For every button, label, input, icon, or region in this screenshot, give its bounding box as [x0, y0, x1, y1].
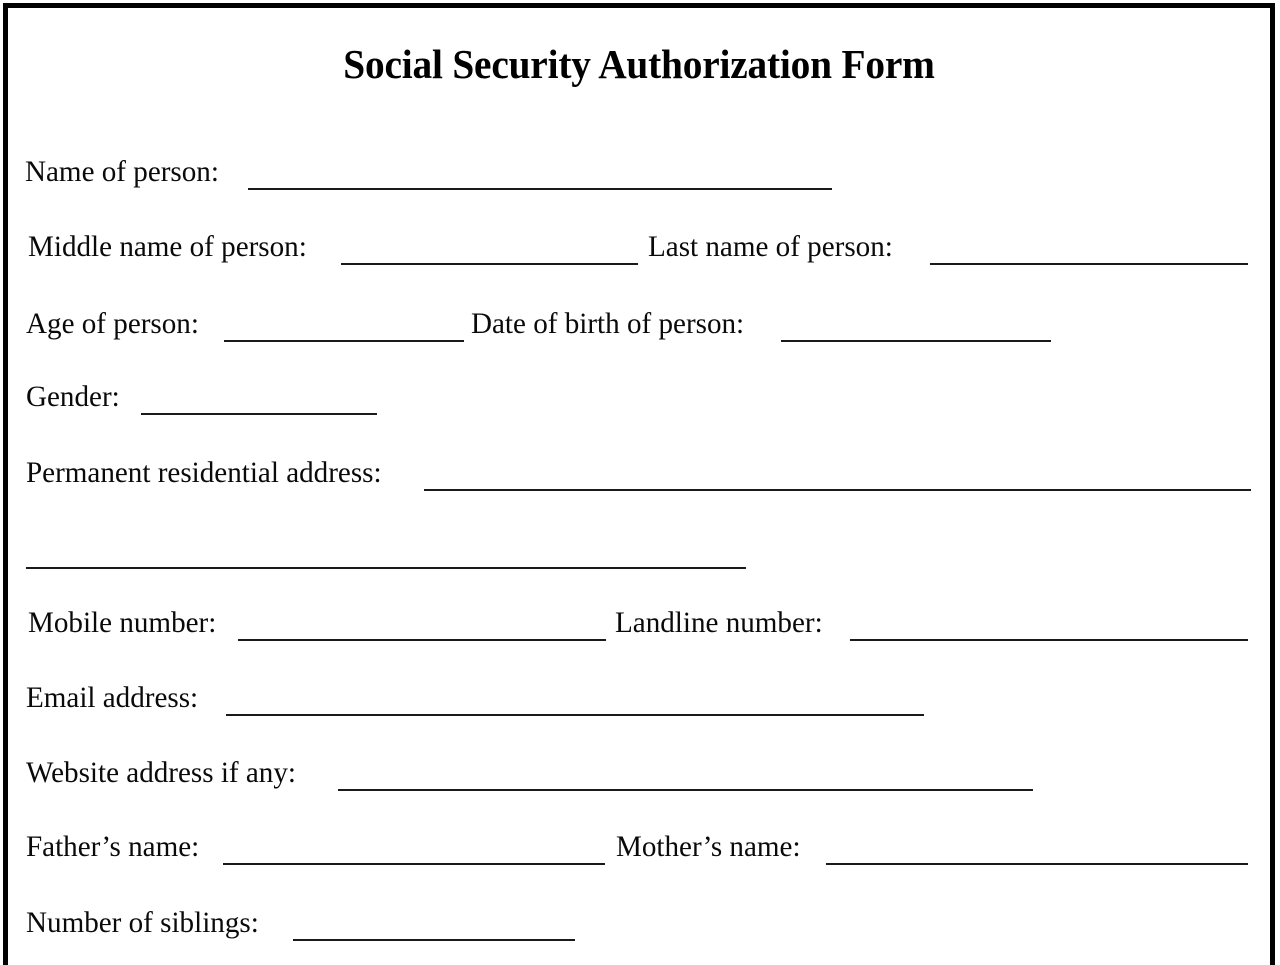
field-row-parents-names	[8, 829, 1270, 869]
input-permanent-residential-address[interactable]	[424, 489, 1251, 491]
input-mothers-name[interactable]	[826, 863, 1248, 865]
label-fathers-name: Father’s name:	[26, 830, 200, 863]
input-age-of-person[interactable]	[224, 340, 464, 342]
label-last-name-of-person: Last name of person:	[648, 230, 893, 263]
field-row-middle-and-last-name	[8, 229, 1270, 269]
label-date-of-birth-of-person: Date of birth of person:	[471, 307, 745, 340]
label-email-address: Email address:	[26, 681, 199, 714]
input-permanent-residential-address-line2[interactable]	[26, 567, 746, 569]
field-row-email-address	[8, 680, 1270, 720]
field-row-number-of-siblings	[8, 905, 1270, 945]
field-row-mobile-and-landline	[8, 605, 1270, 645]
field-row-permanent-residential-address-line2	[8, 533, 1270, 573]
form-border-frame	[3, 3, 1275, 965]
label-number-of-siblings: Number of siblings:	[26, 906, 259, 939]
input-date-of-birth-of-person[interactable]	[781, 340, 1051, 342]
field-row-name-of-person	[8, 154, 1270, 194]
input-fathers-name[interactable]	[223, 863, 605, 865]
label-gender: Gender:	[26, 380, 120, 413]
label-website-address: Website address if any:	[26, 756, 296, 789]
label-landline-number: Landline number:	[615, 606, 823, 639]
field-row-gender	[8, 379, 1270, 419]
input-website-address[interactable]	[338, 789, 1033, 791]
input-mobile-number[interactable]	[238, 639, 606, 641]
field-row-website-address	[8, 755, 1270, 795]
input-gender[interactable]	[141, 413, 377, 415]
input-number-of-siblings[interactable]	[293, 939, 575, 941]
input-middle-name-of-person[interactable]	[341, 263, 638, 265]
form-body	[8, 8, 1270, 965]
page-title: Social Security Authorization Form	[343, 41, 935, 87]
label-mothers-name: Mother’s name:	[616, 830, 801, 863]
label-age-of-person: Age of person:	[26, 307, 199, 340]
field-row-permanent-residential-address	[8, 455, 1270, 495]
label-middle-name-of-person: Middle name of person:	[28, 230, 307, 263]
label-mobile-number: Mobile number:	[28, 606, 217, 639]
input-name-of-person[interactable]	[248, 188, 832, 190]
field-row-age-and-dob	[8, 306, 1270, 346]
label-permanent-residential-address: Permanent residential address:	[26, 456, 382, 489]
input-last-name-of-person[interactable]	[930, 263, 1248, 265]
input-landline-number[interactable]	[850, 639, 1248, 641]
input-email-address[interactable]	[226, 714, 924, 716]
label-name-of-person: Name of person:	[25, 155, 219, 188]
